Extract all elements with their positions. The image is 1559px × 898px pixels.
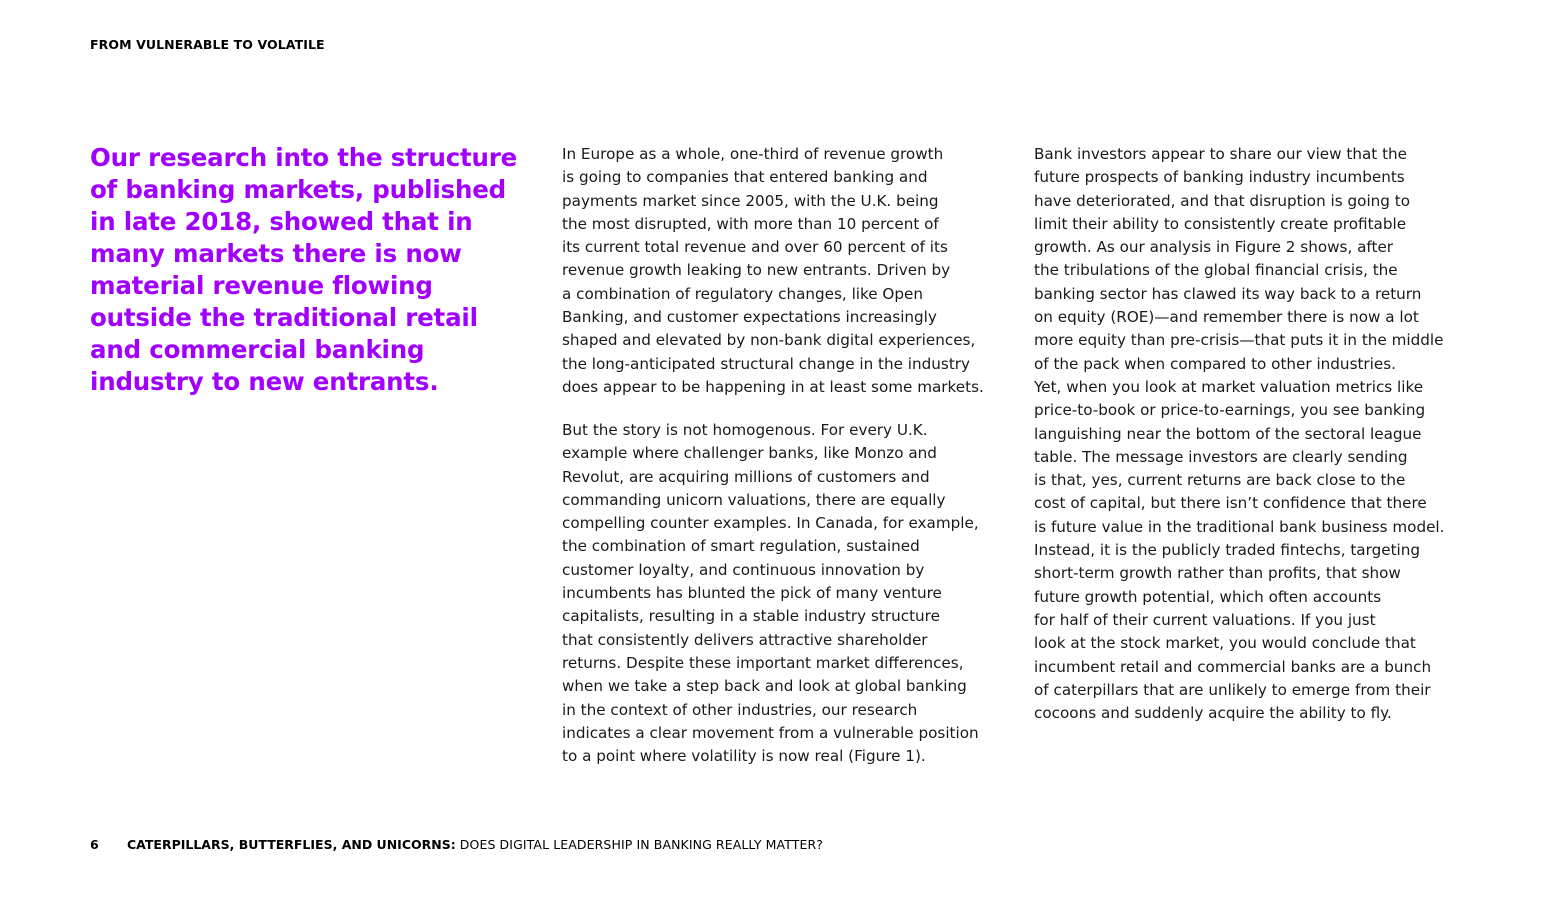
text-line: growth. As our analysis in Figure 2 shows, after xyxy=(1034,238,1394,257)
text-line: But the story is not homogenous. For every U.K. xyxy=(562,420,928,439)
text-line: Yet, when you look at market valuation metrics like xyxy=(1034,377,1424,396)
text-line: in the context of other industries, our research xyxy=(562,700,918,719)
text-line: payments market since 2005, with the U.K. being xyxy=(562,191,939,210)
text-line: Banking, and customer expectations increasingly xyxy=(562,308,937,327)
text-line: short-term growth rather than profits, that show xyxy=(1034,564,1401,583)
footer-title-bold: CATERPILLARS, BUTTERFLIES, AND UNICORNS: xyxy=(127,837,456,852)
text-line: Revolut, are acquiring millions of customers and xyxy=(562,467,930,486)
text-line: is going to companies that entered banking and xyxy=(562,168,928,187)
text-line: of caterpillars that are unlikely to emerge from their xyxy=(1034,680,1431,699)
page-footer xyxy=(90,837,823,852)
text-line: the long-anticipated structural change in the industry xyxy=(562,354,971,373)
text-line: future growth potential, which often accounts xyxy=(1034,587,1382,606)
text-line: the tribulations of the global financial crisis, the xyxy=(1034,261,1398,280)
text-line: compelling counter examples. In Canada, for example, xyxy=(562,514,979,533)
text-line: the combination of smart regulation, sustained xyxy=(562,537,920,556)
text-line: more equity than pre-crisis—that puts it in the middle xyxy=(1034,331,1444,350)
text-line: incumbent retail and commercial banks are a bunch xyxy=(1034,657,1432,676)
pull-quote-line: outside the traditional retail xyxy=(90,303,478,332)
body-column-1 xyxy=(562,143,1002,768)
text-line: to a point where volatility is now real (Figure 1). xyxy=(562,747,926,766)
page-number: 6 xyxy=(90,837,99,852)
text-line: the most disrupted, with more than 10 percent of xyxy=(562,214,939,233)
pull-quote-line: in late 2018, showed that in xyxy=(90,207,473,236)
body-paragraph xyxy=(562,143,1002,399)
pull-quote-line: Our research into the structure xyxy=(90,143,518,172)
text-line: its current total revenue and over 60 percent of its xyxy=(562,238,948,257)
paragraph-spacer xyxy=(562,399,1002,419)
text-line: look at the stock market, you would conclude that xyxy=(1034,634,1416,653)
text-line: have deteriorated, and that disruption is going to xyxy=(1034,191,1411,210)
text-line: limit their ability to consistently create profitable xyxy=(1034,214,1407,233)
text-line: banking sector has clawed its way back to a return xyxy=(1034,284,1422,303)
text-line: does appear to be happening in at least some markets. xyxy=(562,377,984,396)
text-line: revenue growth leaking to new entrants. Driven by xyxy=(562,261,951,280)
body-column-2 xyxy=(1034,143,1474,725)
body-paragraph xyxy=(562,419,1002,768)
text-line: is future value in the traditional bank business model. xyxy=(1034,517,1445,536)
text-line: languishing near the bottom of the sectoral league xyxy=(1034,424,1422,443)
text-line: that consistently delivers attractive shareholder xyxy=(562,630,928,649)
text-line: indicates a clear movement from a vulnerable position xyxy=(562,723,979,742)
text-line: for half of their current valuations. If you just xyxy=(1034,610,1376,629)
text-line: price-to-book or price-to-earnings, you see banking xyxy=(1034,401,1426,420)
text-line: commanding unicorn valuations, there are equally xyxy=(562,490,946,509)
text-line: Bank investors appear to share our view that the xyxy=(1034,145,1407,163)
text-line: shaped and elevated by non-bank digital experiences, xyxy=(562,331,976,350)
text-line: cost of capital, but there isn’t confidence that there xyxy=(1034,494,1427,513)
text-line: table. The message investors are clearly sending xyxy=(1034,447,1408,466)
text-line: future prospects of banking industry incumbents xyxy=(1034,168,1405,187)
text-line: incumbents has blunted the pick of many venture xyxy=(562,584,942,603)
text-line: example where challenger banks, like Monzo and xyxy=(562,444,937,463)
body-paragraph xyxy=(1034,143,1474,725)
text-line: is that, yes, current returns are back close to the xyxy=(1034,471,1406,490)
text-line: returns. Despite these important market differences, xyxy=(562,653,964,672)
footer-title-rest: DOES DIGITAL LEADERSHIP IN BANKING REALLY MATTER? xyxy=(455,837,823,852)
text-line: a combination of regulatory changes, like Open xyxy=(562,284,923,303)
text-line: In Europe as a whole, one-third of revenue growth xyxy=(562,145,944,163)
text-line: cocoons and suddenly acquire the ability to fly. xyxy=(1034,704,1392,723)
pull-quote-line: many markets there is now xyxy=(90,239,462,268)
text-line: capitalists, resulting in a stable industry structure xyxy=(562,607,940,626)
pull-quote xyxy=(90,142,518,398)
text-line: when we take a step back and look at global banking xyxy=(562,677,967,696)
pull-quote-line: industry to new entrants. xyxy=(90,367,439,396)
pull-quote-line: material revenue flowing xyxy=(90,271,433,300)
section-label: FROM VULNERABLE TO VOLATILE xyxy=(90,37,325,52)
pull-quote-line: of banking markets, published xyxy=(90,175,506,204)
pull-quote-line: and commercial banking xyxy=(90,335,425,364)
text-line: on equity (ROE)—and remember there is now a lot xyxy=(1034,308,1419,327)
text-line: of the pack when compared to other industries. xyxy=(1034,354,1396,373)
text-line: customer loyalty, and continuous innovation by xyxy=(562,560,925,579)
text-line: Instead, it is the publicly traded fintechs, targeting xyxy=(1034,541,1421,560)
